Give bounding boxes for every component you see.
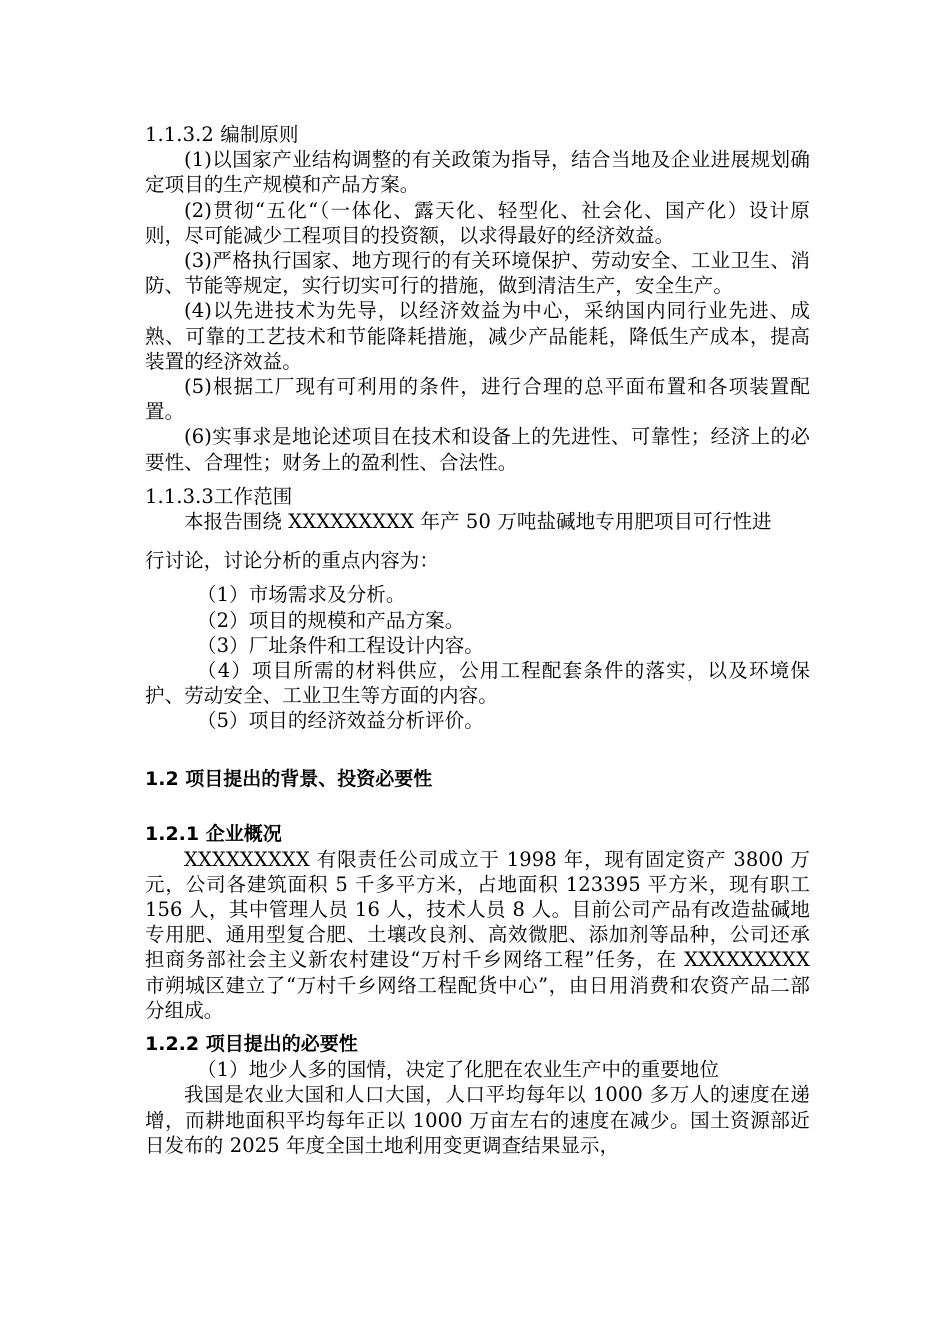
company-overview-paragraph: XXXXXXXXX 有限责任公司成立于 1998 年，现有固定资产 3800 万元，公司各建筑面积 5 千多平方米，占地面积 123395 平方米，现有职工 156 人，其中管理人员 16 人，技术人员 8 人。目前公司产品有改造盐碱地专用肥、通用型复合肥、土壤改良剂、高效微肥、添加剂等品种，公司还承担商务部社会主义新农村建设“万村千乡网络工程”任务，在 XXXXXXXXX 市朔城区建立了“万村千乡网络工程配货中心”，由日用消费和农资产品二部分组成。 <box>145 847 810 1022</box>
principle-item-3: (3)严格执行国家、地方现行的有关环境保护、劳动安全、工业卫生、消防、节能等规定，实行切实可行的措施，做到清洁生产，安全生产。 <box>145 249 810 298</box>
section-1-2-2-heading: 1.2.2 项目提出的必要性 <box>145 1033 358 1056</box>
principle-item-6: (6)实事求是地论述项目在技术和设备上的先进性、可靠性；经济上的必要性、合理性；财务上的盈利性、合法性。 <box>145 425 810 474</box>
necessity-paragraph: 我国是农业大国和人口大国，人口平均每年以 1000 多万人的速度在递增，而耕地面积平均每年正以 1000 万亩左右的速度在减少。国土资源部近日发布的 2025 年度全国土地利用变更调查结果显示， <box>145 1083 810 1157</box>
section-1-2-heading: 1.2 项目提出的背景、投资必要性 <box>145 767 433 790</box>
scope-item-1: （1）市场需求及分析。 <box>197 583 406 607</box>
scope-intro-line-2: 行讨论，讨论分析的重点内容为： <box>145 549 440 573</box>
section-1-1-3-3-heading: 1.1.3.3工作范围 <box>145 484 293 508</box>
scope-item-3: （3）厂址条件和工程设计内容。 <box>197 633 484 657</box>
principle-item-4: (4)以先进技术为先导，以经济效益为中心，采纳国内同行业先进、成熟、可靠的工艺技术和节能降耗措施，减少产品能耗，降低生产成本，提高装置的经济效益。 <box>145 299 810 373</box>
document-page <box>145 122 810 1158</box>
section-1-1-3-2-heading: 1.1.3.2 编制原则 <box>145 123 299 146</box>
scope-item-4: （4）项目所需的材料供应，公用工程配套条件的落实，以及环境保护、劳动安全、工业卫生等方面的内容。 <box>145 659 810 708</box>
principle-item-2: (2)贯彻“五化“（一体化、露天化、轻型化、社会化、国产化）设计原则，尽可能减少工程项目的投资额，以求得最好的经济效益。 <box>145 198 810 247</box>
section-1-2-1-heading: 1.2.1 企业概况 <box>145 822 282 845</box>
scope-intro-line-1: 本报告围绕 XXXXXXXXX 年产 50 万吨盐碱地专用肥项目可行性进 <box>184 510 772 534</box>
necessity-subheading: （1）地少人多的国情，决定了化肥在农业生产中的重要地位 <box>197 1058 720 1082</box>
scope-item-5: （5）项目的经济效益分析评价。 <box>197 709 484 733</box>
principle-item-5: (5)根据工厂现有可利用的条件，进行合理的总平面布置和各项装置配置。 <box>145 375 810 424</box>
scope-item-2: （2）项目的规模和产品方案。 <box>197 608 465 632</box>
principle-item-1: (1)以国家产业结构调整的有关政策为指导，结合当地及企业进展规划确定项目的生产规模和产品方案。 <box>145 148 810 197</box>
